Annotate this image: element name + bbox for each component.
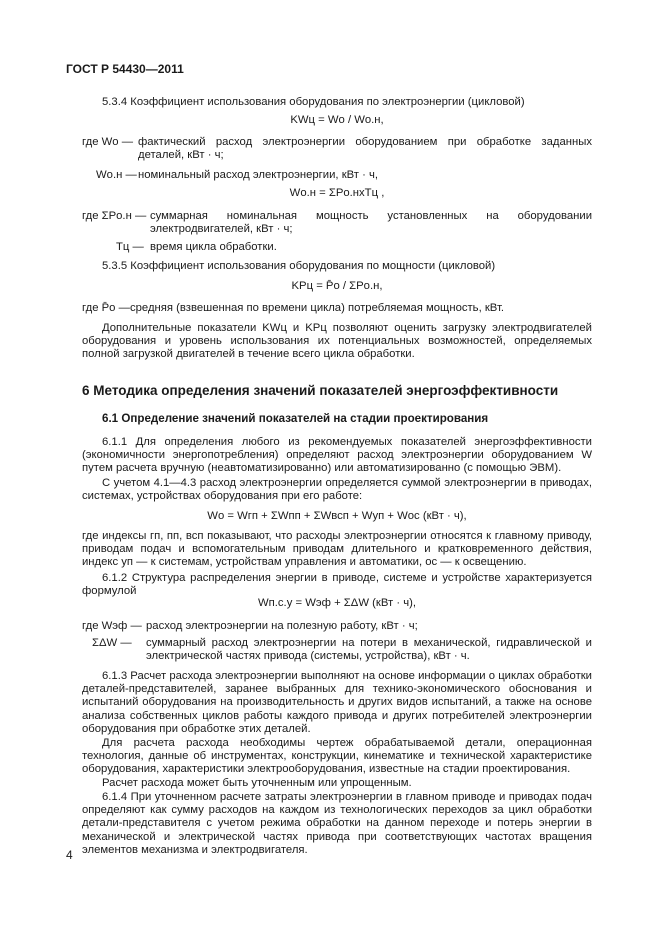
- clause-6-1-2: 6.1.2 Структура распределения энергии в приводе, системе и устройстве характеризуется формулой: [82, 572, 592, 598]
- paragraph-calc: Расчет расхода может быть уточненным или упрощенным.: [102, 777, 412, 789]
- clause-6-1-4: 6.1.4 При уточненном расчете затраты электроэнергии в главном приводе и приводах подач определяют как сумму расходов на каждом из технологических переходов за цикл обработки детали-представителя с учетом режима обработки на данном переходе и потерь энергии в механической и электрической частях привода при соответствующих частотах вращения элементов механизма и электродвигателя.: [82, 791, 592, 856]
- clause-6-1-3: 6.1.3 Расчет расхода электроэнергии выполняют на основе информации о циклах обработки деталей-представителей, заранее выбранных для технико-экономического обоснования и испытаний оборудования на производительность и других видов испытаний, а также на основе анализа собственных циклов работы каждого привода и других потребителей электроэнергии оборудования при обработке этих деталей.: [82, 670, 592, 735]
- clause-6-1-1: 6.1.1 Для определения любого из рекомендуемых показателей энергоэффективности (экономичности энергопотребления) определяют расход электроэнергии оборудованием W путем расчета вручную (неавтоматизированно) или автоматизированно (с помощью ЭВМ).: [82, 436, 592, 475]
- paragraph-need: Для расчета расхода необходимы чертеж обрабатываемой детали, операционная технология, данные об инструментах, конструкции, кинематике и технической характеристике оборудования, характеристики электрооборудования, известные на стадии проектирования.: [82, 737, 592, 776]
- formula-won: Wо.н = ΣPо.нxTц ,: [289, 187, 385, 199]
- def-wo-label: где Wо —: [82, 136, 134, 148]
- def-won-label: Wо.н —: [96, 169, 137, 181]
- clause-5-3-4: 5.3.4 Коэффициент использования оборудования по электроэнергии (цикловой): [102, 96, 525, 108]
- section-6-heading: 6 Методика определения значений показателей энергоэффективности: [82, 383, 559, 398]
- def-wef-label: где Wэф —: [82, 620, 142, 632]
- def-po-text: средняя (взвешенная по времени цикла) потребляемая мощность, кВт.: [130, 302, 505, 314]
- def-wef-text: расход электроэнергии на полезную работу, кВт · ч;: [146, 620, 418, 632]
- formula-wo: Wо = Wгп + ΣWпп + ΣWвсп + Wуп + Wос (кВт · ч),: [207, 510, 467, 522]
- def-spon-label: где ΣPо.н —: [82, 210, 147, 222]
- formula-wpsu: Wп.с.у = Wэф + ΣΔW (кВт · ч),: [257, 597, 417, 609]
- def-won-text: номинальный расход электроэнергии, кВт · ч,: [138, 169, 379, 181]
- paragraph-sum: С учетом 4.1—4.3 расход электроэнергии определяется суммой электроэнергии в приводах, системах, устройствах оборудования при его работе:: [82, 477, 592, 503]
- def-dw-text: суммарный расход электроэнергии на потери в механической, гидравлической и электрической частях привода (системы, устройства), кВт · ч.: [146, 637, 592, 663]
- def-po-label: где P̄о —: [82, 302, 130, 314]
- document-header: ГОСТ Р 54430—2011: [66, 62, 184, 76]
- def-spon-text: суммарная номинальная мощность установленных на оборудовании электродвигателей, кВт · ч;: [150, 210, 592, 236]
- paragraph-indexes: где индексы гп, пп, всп показывают, что расходы электроэнергии относятся к главному приводу, приводам подач и вспомогательным приводам длительного и кратковременного действия, индекс уп — к системам, устройствам управления и автоматики, ос — к освещению.: [82, 530, 592, 569]
- def-wo-text: фактический расход электроэнергии оборудованием при обработке заданных деталей, кВт · ч;: [138, 136, 592, 162]
- paragraph-additional: Дополнительные показатели KWц и KPц позволяют оценить загрузку электродвигателей оборудования и уровень использования их потенциальных возможностей, определяемых полной загрузкой двигателей в течение всего цикла обработки.: [82, 322, 592, 361]
- def-tc-text: время цикла обработки.: [150, 241, 277, 253]
- def-tc-label: Tц —: [116, 241, 144, 253]
- page-number: 4: [66, 848, 73, 862]
- formula-kpc: KPц = P̄о / ΣPо.н,: [291, 280, 383, 292]
- clause-5-3-5: 5.3.5 Коэффициент использования оборудования по мощности (цикловой): [102, 260, 496, 272]
- def-dw-label: ΣΔW —: [92, 637, 132, 649]
- formula-kwc: KWц = Wо / Wо.н,: [290, 114, 384, 126]
- section-6-1-heading: 6.1 Определение значений показателей на стадии проектирования: [102, 412, 489, 425]
